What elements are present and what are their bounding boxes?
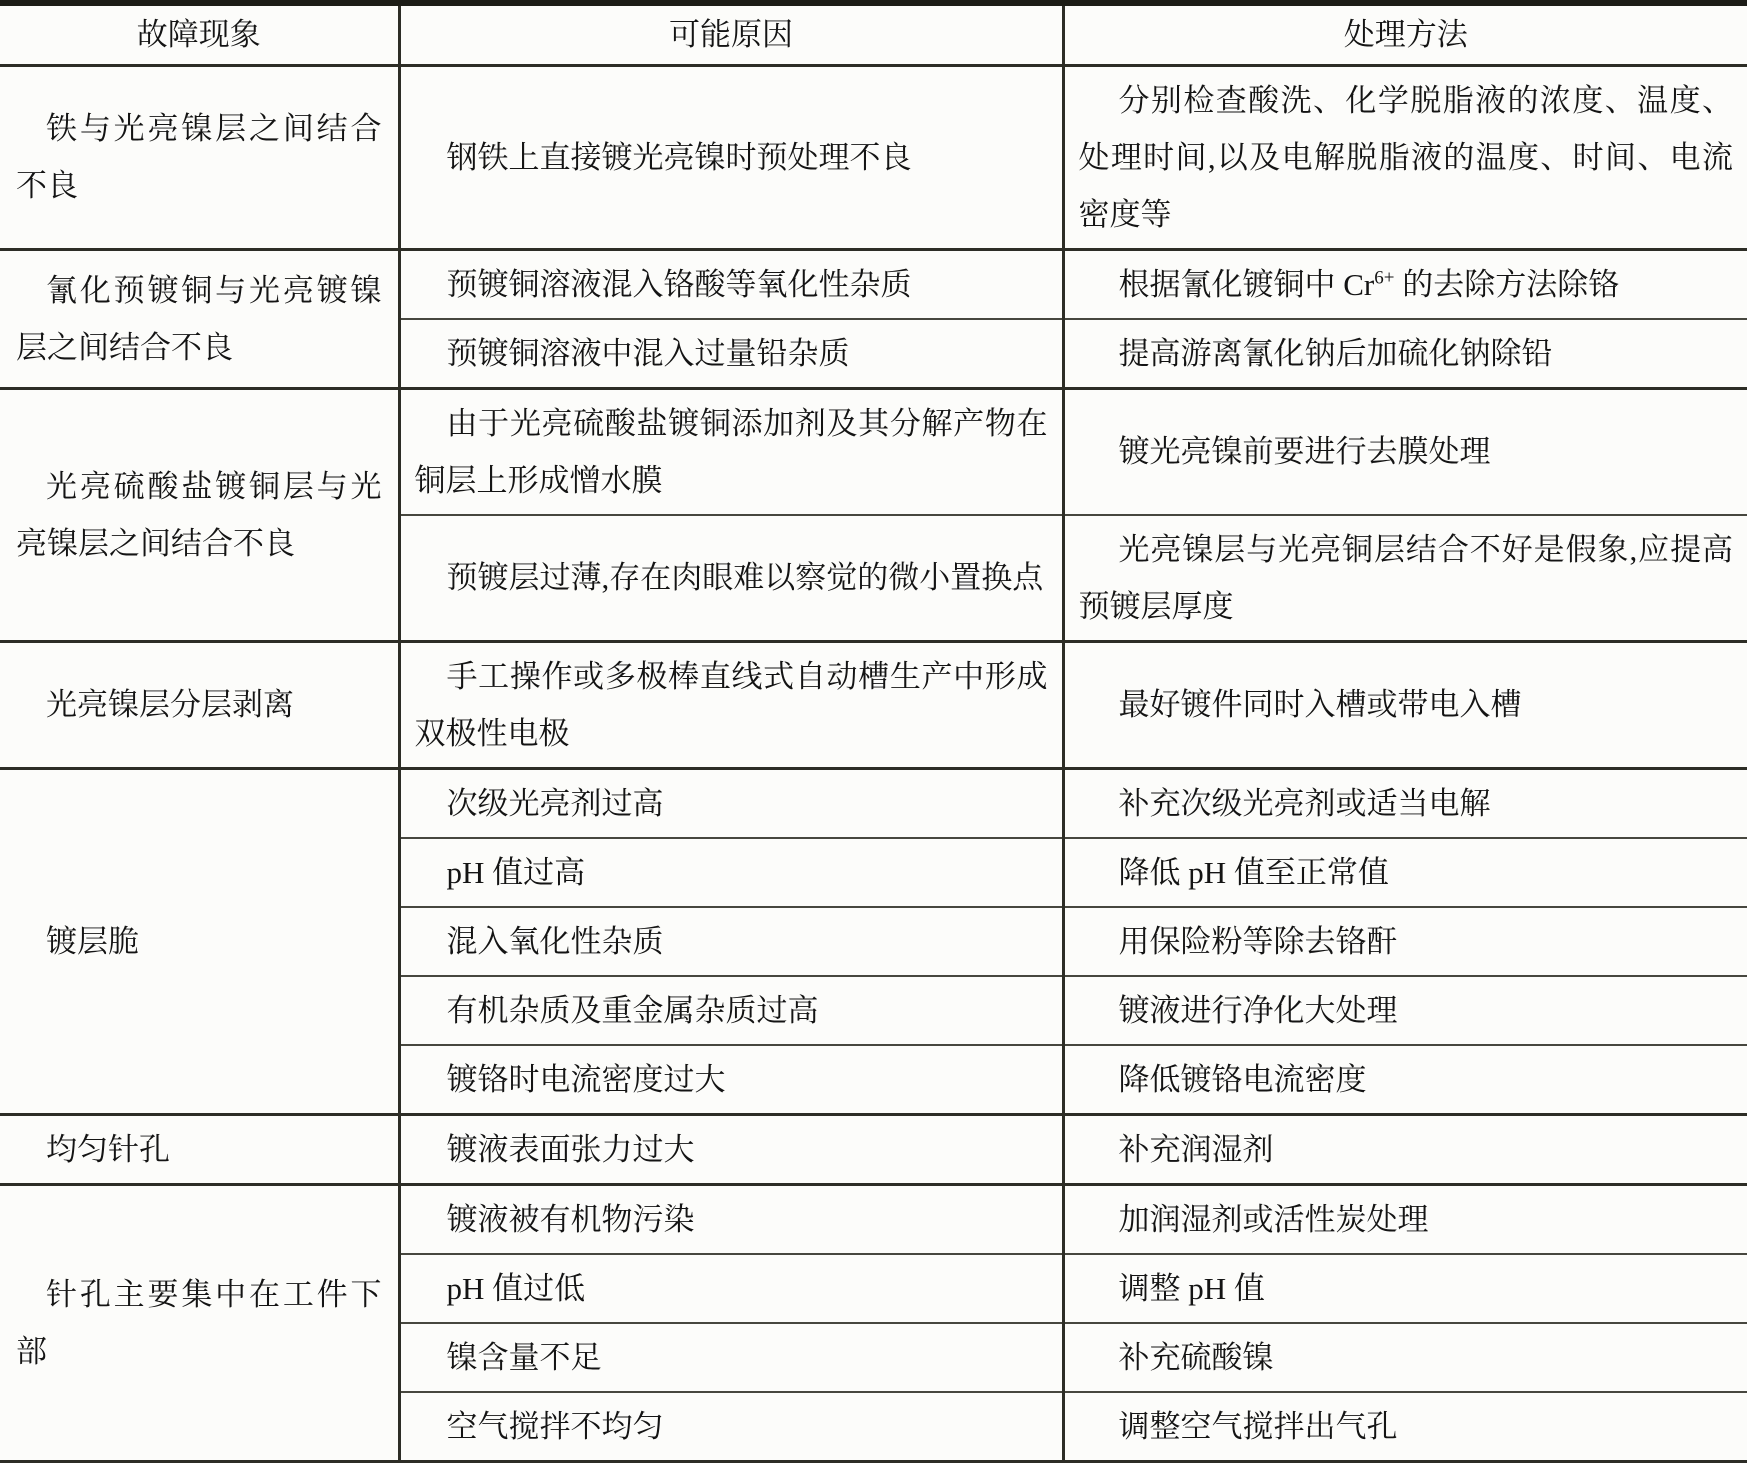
possible-cause-cell: 空气搅拌不均匀 — [399, 1392, 1063, 1462]
treatment-cell: 调整空气搅拌出气孔 — [1063, 1392, 1747, 1462]
possible-cause-cell: 有机杂质及重金属杂质过高 — [399, 976, 1063, 1045]
possible-cause-cell: 镀液表面张力过大 — [399, 1114, 1063, 1184]
fault-phenomenon-cell: 光亮镍层分层剥离 — [0, 641, 399, 768]
treatment-cell: 提高游离氰化钠后加硫化钠除铅 — [1063, 319, 1747, 389]
header-row — [0, 3, 1747, 65]
treatment-cell: 用保险粉等除去铬酐 — [1063, 907, 1747, 976]
table-header — [0, 3, 1747, 65]
text-part: 根据氰化镀铜中 Cr — [1118, 266, 1375, 302]
possible-cause-cell: 由于光亮硫酸盐镀铜添加剂及其分解产物在铜层上形成憎水膜 — [399, 388, 1063, 515]
table-row — [0, 1184, 1747, 1254]
possible-cause-cell: 钢铁上直接镀光亮镍时预处理不良 — [399, 65, 1063, 249]
table-row — [0, 388, 1747, 515]
treatment-cell: 补充次级光亮剂或适当电解 — [1063, 768, 1747, 838]
possible-cause-cell: 预镀层过薄,存在肉眼难以察觉的微小置换点 — [399, 515, 1063, 642]
treatment-cell: 补充润湿剂 — [1063, 1114, 1747, 1184]
treatment-cell: 光亮镍层与光亮铜层结合不好是假象,应提高预镀层厚度 — [1063, 515, 1747, 642]
header-cell-cause: 可能原因 — [399, 3, 1063, 65]
superscript-text: 6+ — [1374, 267, 1395, 289]
possible-cause-cell: 镍含量不足 — [399, 1323, 1063, 1392]
possible-cause-cell: 镀铬时电流密度过大 — [399, 1045, 1063, 1115]
table-row — [0, 768, 1747, 838]
fault-phenomenon-cell: 镀层脆 — [0, 768, 399, 1114]
possible-cause-cell: 混入氧化性杂质 — [399, 907, 1063, 976]
fault-phenomenon-cell: 针孔主要集中在工件下部 — [0, 1184, 399, 1461]
fault-phenomenon-cell: 氰化预镀铜与光亮镀镍层之间结合不良 — [0, 249, 399, 388]
treatment-cell: 分别检查酸洗、化学脱脂液的浓度、温度、处理时间,以及电解脱脂液的温度、时间、电流密度等 — [1063, 65, 1747, 249]
table-body — [0, 65, 1747, 1461]
header-cell-phenomenon: 故障现象 — [0, 3, 399, 65]
possible-cause-cell: 次级光亮剂过高 — [399, 768, 1063, 838]
treatment-cell: 补充硫酸镍 — [1063, 1323, 1747, 1392]
possible-cause-cell: 预镀铜溶液中混入过量铅杂质 — [399, 319, 1063, 389]
fault-phenomenon-cell: 铁与光亮镍层之间结合不良 — [0, 65, 399, 249]
treatment-cell — [1063, 249, 1747, 319]
fault-phenomenon-cell: 光亮硫酸盐镀铜层与光亮镍层之间结合不良 — [0, 388, 399, 641]
header-cell-treatment: 处理方法 — [1063, 3, 1747, 65]
possible-cause-cell: 手工操作或多极棒直线式自动槽生产中形成双极性电极 — [399, 641, 1063, 768]
table-row — [0, 641, 1747, 768]
table-row — [0, 249, 1747, 319]
treatment-cell: 最好镀件同时入槽或带电入槽 — [1063, 641, 1747, 768]
treatment-cell: 镀光亮镍前要进行去膜处理 — [1063, 388, 1747, 515]
possible-cause-cell: pH 值过高 — [399, 838, 1063, 907]
treatment-cell: 降低 pH 值至正常值 — [1063, 838, 1747, 907]
possible-cause-cell: 镀液被有机物污染 — [399, 1184, 1063, 1254]
text-part: 的去除方法除铬 — [1394, 266, 1620, 302]
fault-phenomenon-cell: 均匀针孔 — [0, 1114, 399, 1184]
table-row — [0, 65, 1747, 249]
treatment-cell: 调整 pH 值 — [1063, 1254, 1747, 1323]
possible-cause-cell: pH 值过低 — [399, 1254, 1063, 1323]
treatment-cell: 降低镀铬电流密度 — [1063, 1045, 1747, 1115]
treatment-cell: 加润湿剂或活性炭处理 — [1063, 1184, 1747, 1254]
treatment-cell: 镀液进行净化大处理 — [1063, 976, 1747, 1045]
possible-cause-cell: 预镀铜溶液混入铬酸等氧化性杂质 — [399, 249, 1063, 319]
table-row — [0, 1114, 1747, 1184]
